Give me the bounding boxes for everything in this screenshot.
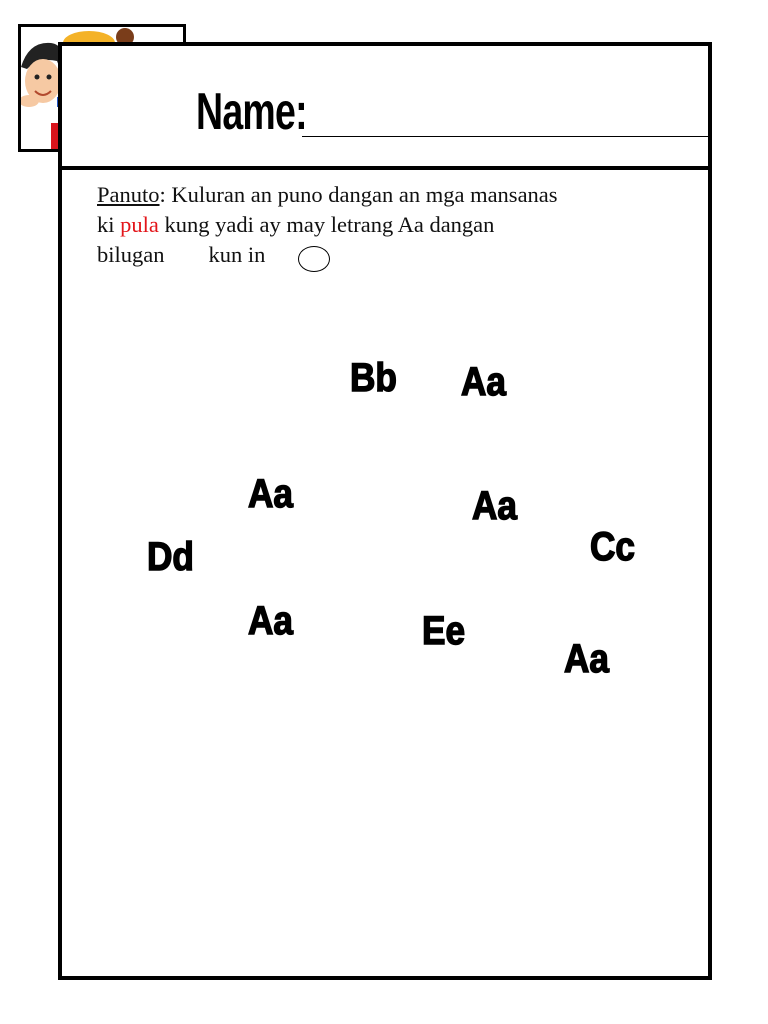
instructions-separator: :: [159, 182, 166, 207]
letter-aa[interactable]: Aa: [248, 472, 294, 516]
letter-ee[interactable]: Ee: [422, 609, 466, 653]
circle-icon: [298, 246, 330, 272]
instructions-line2-pre: ki: [97, 212, 121, 237]
instructions-line3-a: bilugan: [97, 242, 165, 267]
instructions-paragraph: [97, 180, 687, 270]
letter-cc[interactable]: Cc: [590, 525, 636, 569]
letter-aa[interactable]: Aa: [248, 599, 294, 643]
name-blank-line[interactable]: [302, 136, 710, 137]
name-label: Name:: [196, 83, 307, 141]
instructions-highlight-word: pula: [120, 212, 159, 237]
instructions-line3-b: kun in: [208, 242, 266, 267]
instructions-label: Panuto: [97, 182, 160, 207]
letter-bb[interactable]: Bb: [350, 356, 397, 400]
letter-aa[interactable]: Aa: [472, 484, 518, 528]
instructions-line1: Kuluran an puno dangan an mga mansanas: [165, 182, 558, 207]
name-header: [62, 46, 708, 170]
letter-dd[interactable]: Dd: [147, 535, 194, 579]
letter-aa[interactable]: Aa: [461, 360, 507, 404]
letter-aa[interactable]: Aa: [564, 637, 610, 681]
worksheet-frame: [58, 42, 712, 980]
instructions-line2-post: kung yadi ay may letrang Aa dangan: [158, 212, 495, 237]
